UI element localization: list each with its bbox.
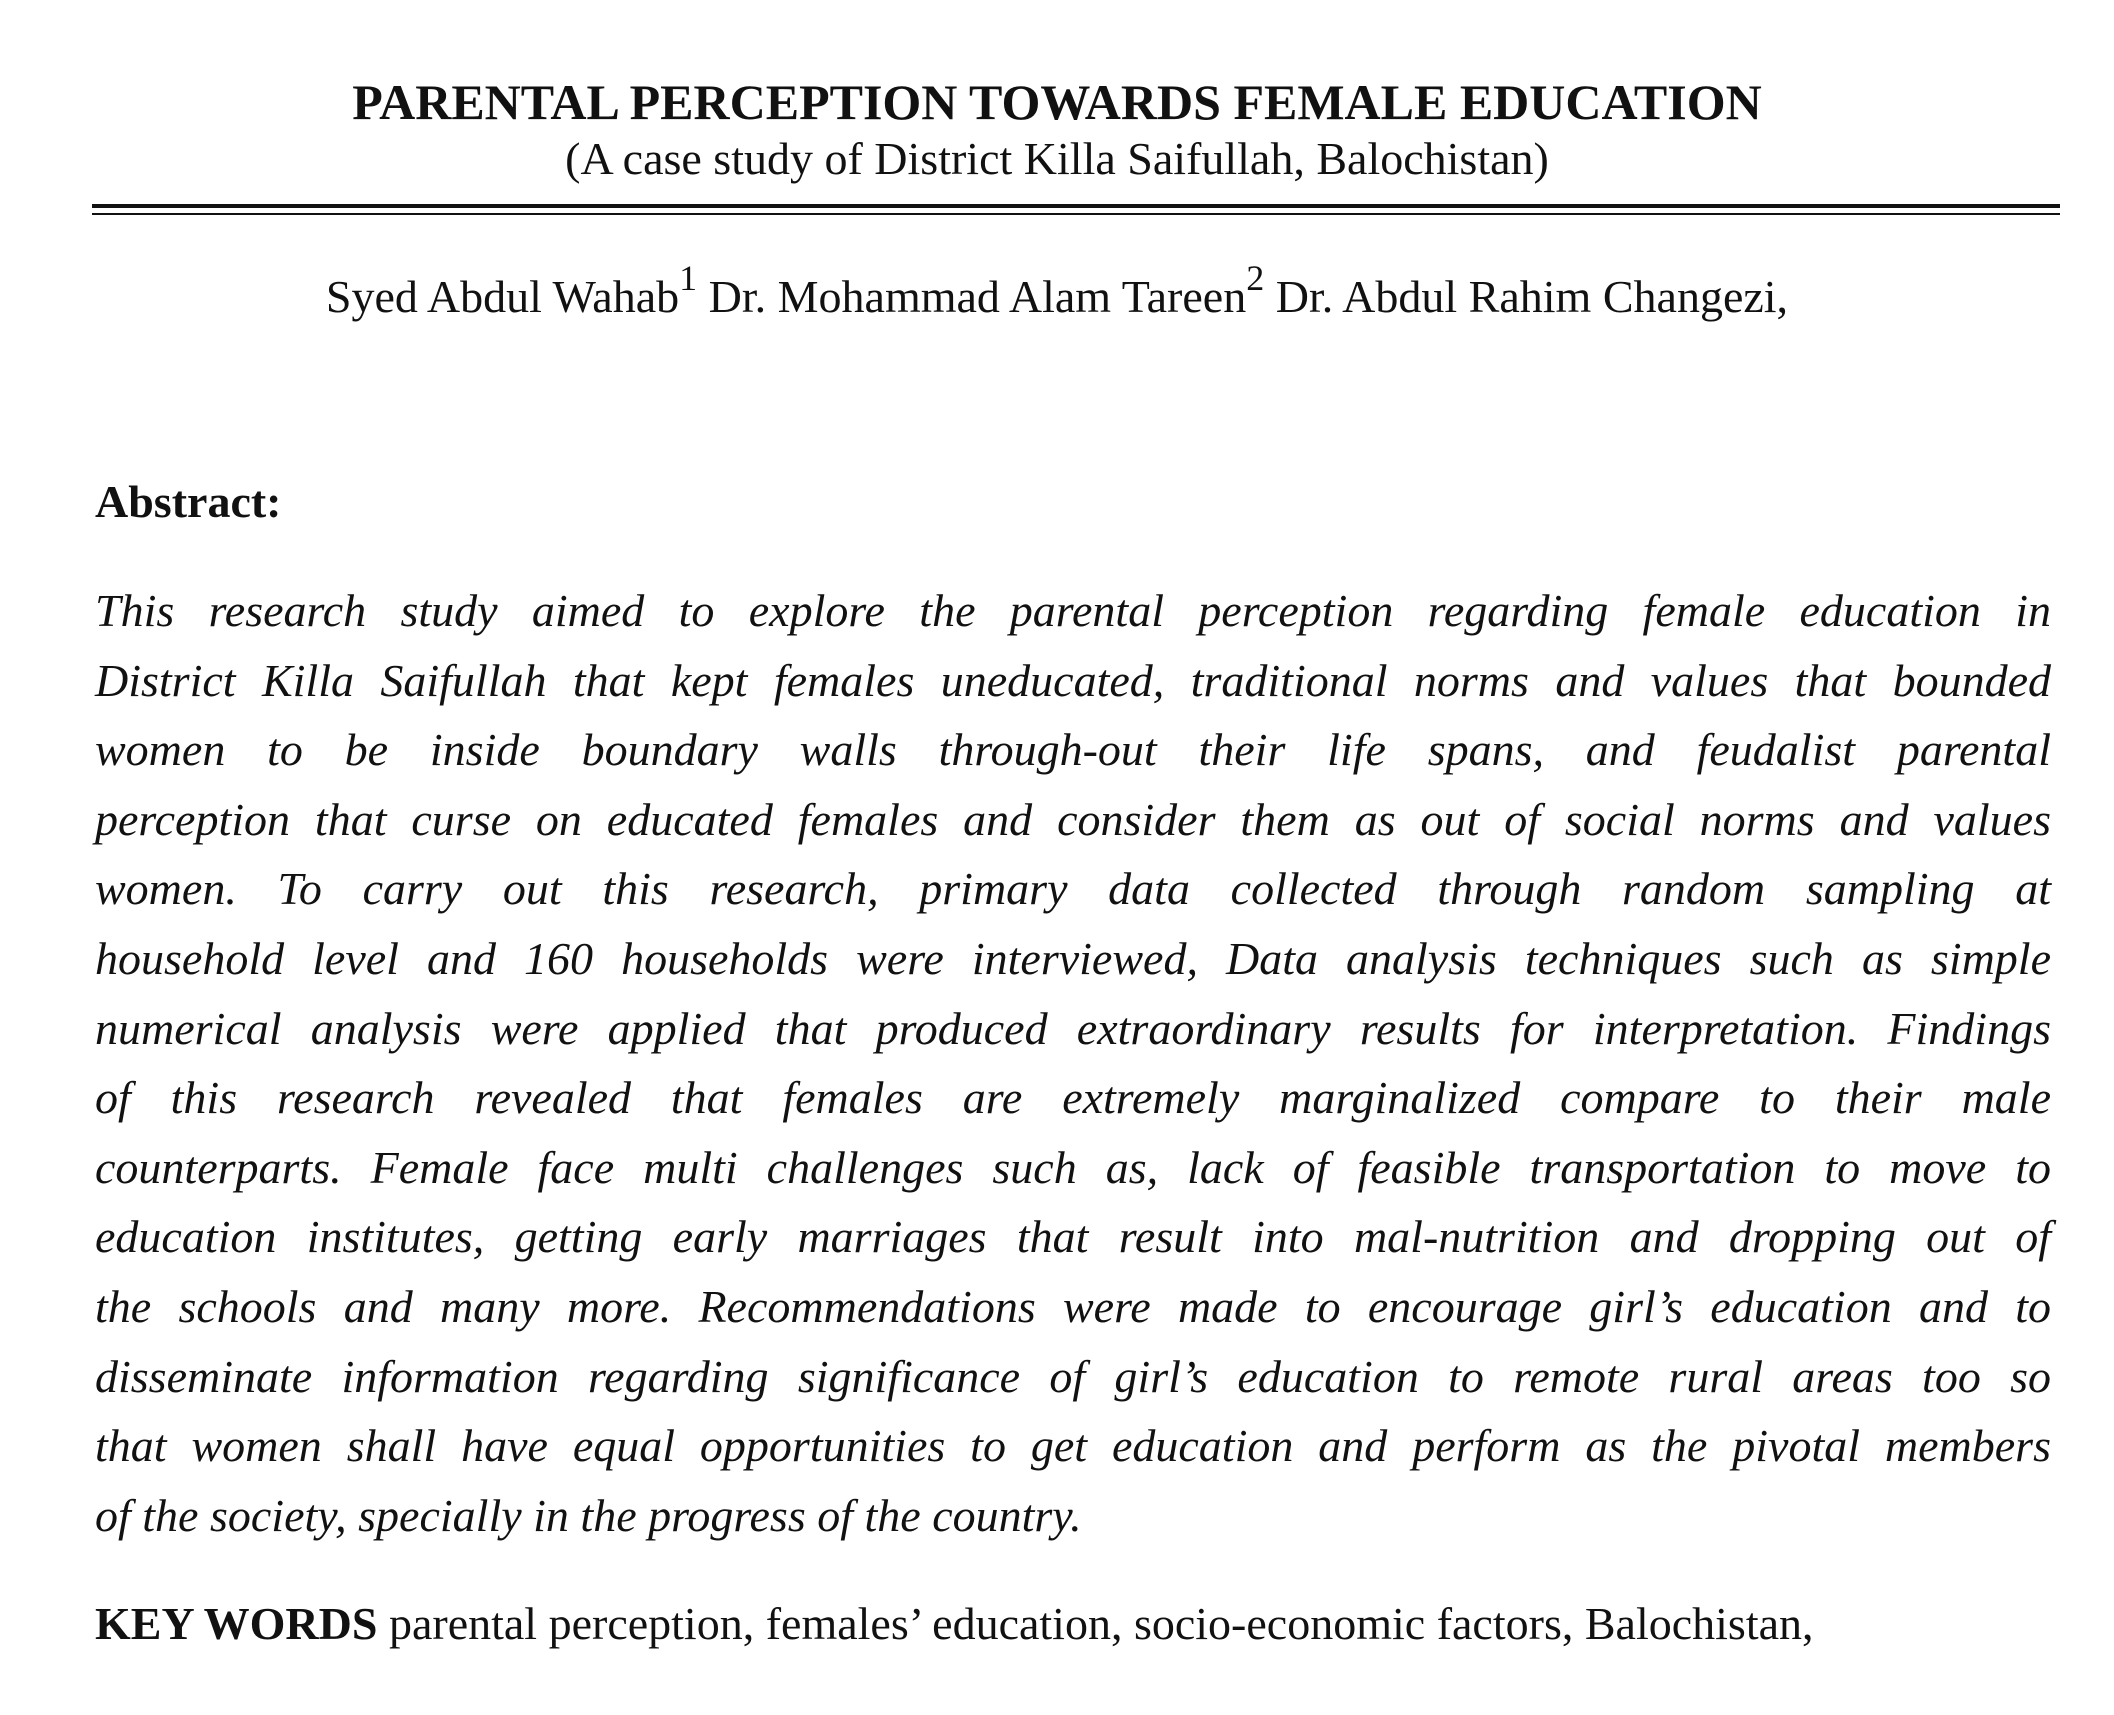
abstract-heading: Abstract: [95,476,282,527]
abstract-line: perception that curse on educated females and consider them as out of social norms and values [95,793,2051,845]
author-name: Dr. Abdul Rahim Changezi, [1275,271,1789,322]
abstract-line: women to be inside boundary walls through-out their life spans, and feudalist parental [95,724,2051,776]
paper-title: PARENTAL PERCEPTION TOWARDS FEMALE EDUCATION [352,74,1762,130]
author-affiliation-mark: 1 [679,258,698,298]
abstract-line: numerical analysis were applied that produced extraordinary results for interpretation. Findings [95,1002,2051,1054]
author-name: Syed Abdul Wahab [325,271,680,322]
abstract-line: of this research revealed that females are extremely marginalized compare to their male [95,1072,2051,1124]
paper-subtitle: (A case study of District Killa Saifullah, Balochistan) [565,133,1549,184]
abstract-line: education institutes, getting early marriages that result into mal-nutrition and dropping out of [95,1211,2051,1263]
author-list [0,258,2114,332]
abstract-line: counterparts. Female face multi challenges such as, lack of feasible transportation to move to [95,1141,2051,1193]
abstract-line: This research study aimed to explore the parental perception regarding female education in [95,585,2051,636]
abstract-line: District Killa Saifullah that kept females uneducated, traditional norms and values that bounded [95,654,2051,706]
abstract-line: household level and 160 households were interviewed, Data analysis techniques such as simple [95,932,2051,984]
author-name: Dr. Mohammad Alam Tareen [708,271,1247,322]
abstract-line: of the society, specially in the progress of the country. [95,1489,1082,1541]
keywords-label: KEY WORDS [95,1598,378,1649]
abstract-body [95,576,2051,1550]
abstract-line: the schools and many more. Recommendations were made to encourage girl’s education and to [95,1280,2051,1332]
abstract-line: disseminate information regarding significance of girl’s education to remote rural areas too so [95,1350,2051,1402]
abstract-line: women. To carry out this research, primary data collected through random sampling at [95,863,2051,915]
author-affiliation-mark: 2 [1246,258,1265,298]
keywords-text: parental perception, females’ education, socio-economic factors, Balochistan, [377,1598,1814,1649]
abstract-line: that women shall have equal opportunities to get education and perform as the pivotal members [95,1420,2051,1472]
keywords [95,1594,2085,1654]
header-rule-thin [92,213,2060,215]
header-rule-thick [92,204,2060,208]
